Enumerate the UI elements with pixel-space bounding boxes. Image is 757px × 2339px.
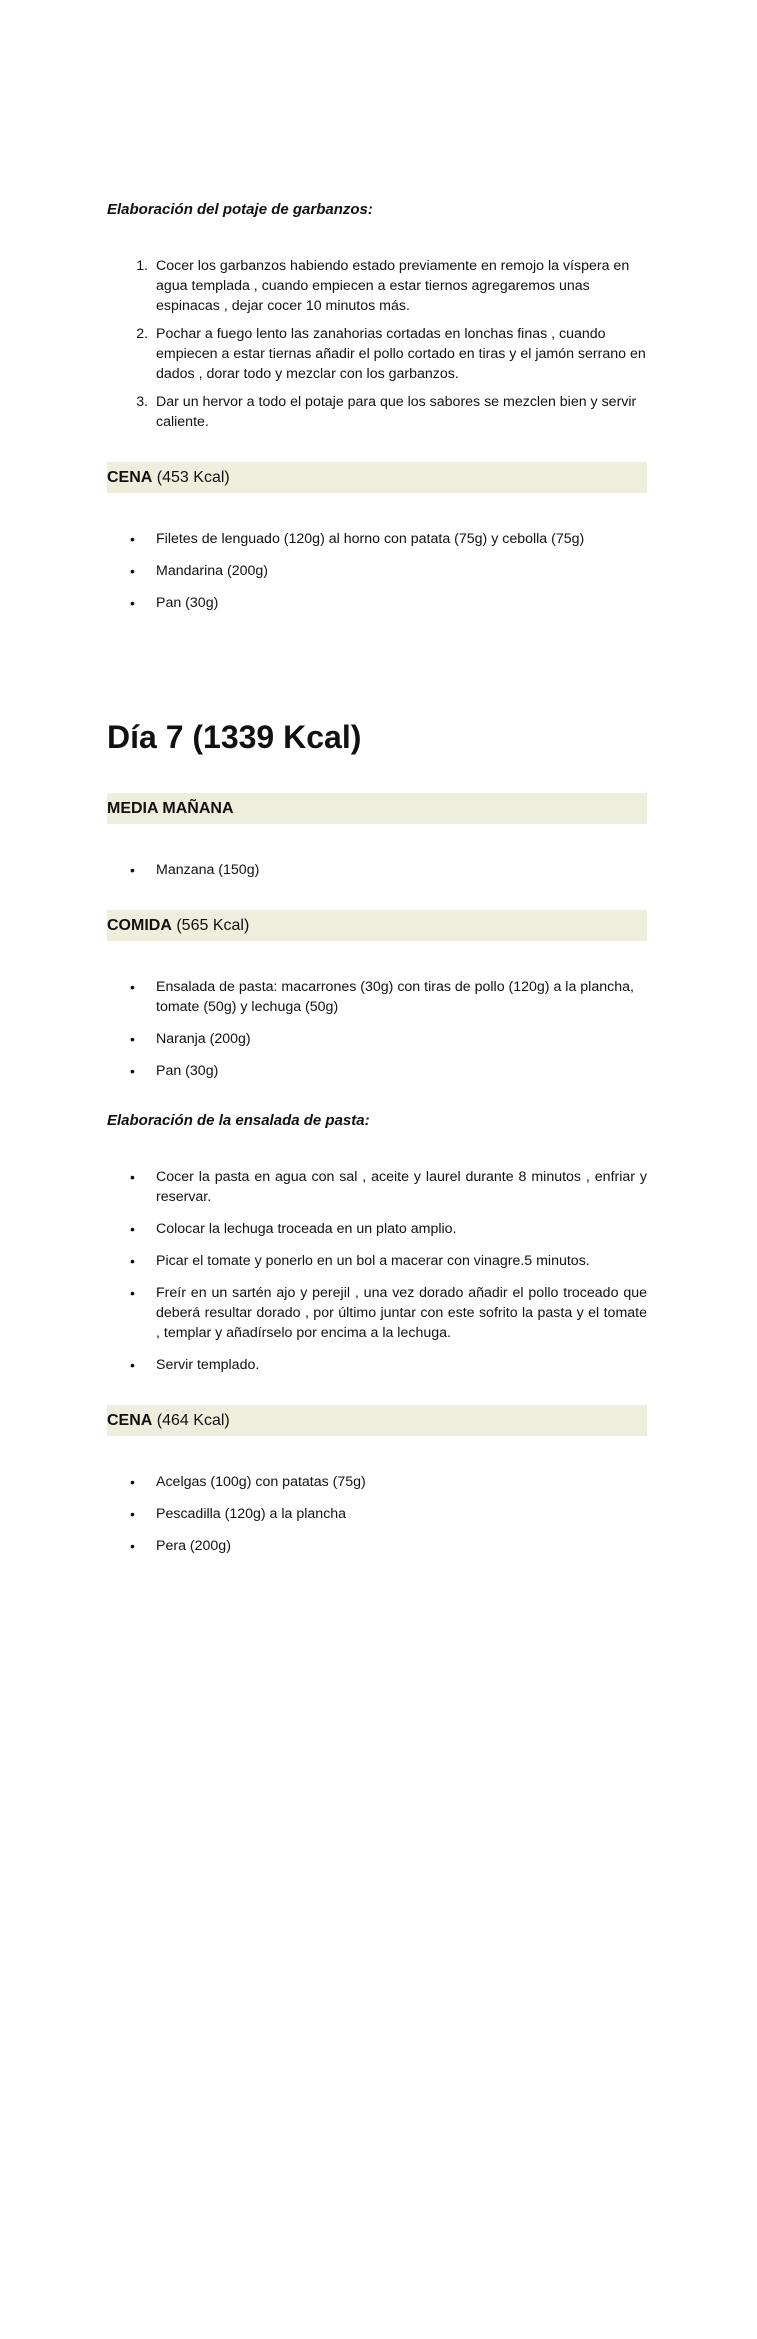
- list-item: • Freír en un sartén ajo y perejil , una vez dorado añadir el pollo troceado que deberá resultar dorado , por último juntar con este sofrito la pasta y el tomate , templar y añadírselo por encima a la lechuga.: [130, 1285, 647, 1341]
- bullet-icon: •: [130, 1538, 135, 1554]
- potaje-steps: [107, 256, 647, 432]
- list-item: • Cocer la pasta en agua con sal , aceite y laurel durante 8 minutos , enfriar y reservar.: [130, 1169, 647, 1205]
- bullet-icon: •: [130, 1285, 135, 1301]
- comida-title: COMIDA: [107, 917, 172, 934]
- cena6-title: CENA: [107, 469, 153, 486]
- bullet-icon: •: [130, 1221, 135, 1237]
- ensalada-steps: [107, 1167, 647, 1375]
- potaje-step: 1. Cocer los garbanzos habiendo estado previamente en remojo la víspera en agua templada , cuando empiecen a estar tiernos agregaremos unas espinacas , dejar cocer 10 minutos más.: [152, 256, 647, 316]
- media-manana-section-bar: [107, 793, 647, 824]
- list-item: • Naranja (200g): [130, 1031, 251, 1047]
- potaje-step: 3. Dar un hervor a todo el potaje para que los sabores se mezclen bien y servir caliente.: [152, 392, 647, 432]
- document-content: [107, 200, 647, 1586]
- ensalada-heading: Elaboración de la ensalada de pasta:: [107, 1112, 370, 1129]
- potaje-step: 2. Pochar a fuego lento las zanahorias cortadas en lonchas finas , cuando empiecen a estar tiernas añadir el pollo cortado en tiras y el jamón serrano en dados , dorar todo y mezclar con los garbanzos.: [152, 324, 647, 384]
- cena6-section-bar: [107, 462, 647, 493]
- list-item: • Manzana (150g): [130, 862, 260, 878]
- media-manana-list: [107, 860, 647, 880]
- comida-kcal: (565 Kcal): [176, 917, 250, 934]
- cena6-list: [107, 529, 647, 613]
- day7-title: Día 7 (1339 Kcal): [107, 719, 362, 755]
- bullet-icon: •: [130, 979, 135, 995]
- bullet-icon: •: [130, 1031, 135, 1047]
- list-item: • Mandarina (200g): [130, 563, 268, 579]
- comida-list: [107, 977, 647, 1081]
- bullet-icon: •: [130, 1506, 135, 1522]
- cena7-list: [107, 1472, 647, 1556]
- media-manana-title: MEDIA MAÑANA: [107, 800, 234, 817]
- list-item: • Colocar la lechuga troceada en un plato amplio.: [130, 1221, 457, 1237]
- cena6-kcal: (453 Kcal): [156, 469, 230, 486]
- bullet-icon: •: [130, 531, 135, 547]
- cena7-title: CENA: [107, 1412, 153, 1429]
- list-item: • Pan (30g): [130, 595, 219, 611]
- list-item: • Pescadilla (120g) a la plancha: [130, 1506, 347, 1522]
- bullet-icon: •: [130, 563, 135, 579]
- list-item: • Ensalada de pasta: macarrones (30g) con tiras de pollo (120g) a la plancha, tomate (50g) y lechuga (50g): [130, 979, 634, 1015]
- list-item: • Filetes de lenguado (120g) al horno con patata (75g) y cebolla (75g): [130, 531, 585, 547]
- comida-section-bar: [107, 910, 647, 941]
- bullet-icon: •: [130, 595, 135, 611]
- list-item: • Pan (30g): [130, 1063, 219, 1079]
- bullet-icon: •: [130, 1357, 135, 1373]
- bullet-icon: •: [130, 1253, 135, 1269]
- list-item: • Pera (200g): [130, 1538, 231, 1554]
- potaje-heading: Elaboración del potaje de garbanzos:: [107, 201, 373, 218]
- list-item: • Servir templado.: [130, 1357, 260, 1373]
- bullet-icon: •: [130, 1474, 135, 1490]
- bullet-icon: •: [130, 1169, 135, 1185]
- cena7-kcal: (464 Kcal): [156, 1412, 230, 1429]
- bullet-icon: •: [130, 862, 135, 878]
- list-item: • Picar el tomate y ponerlo en un bol a macerar con vinagre.5 minutos.: [130, 1253, 590, 1269]
- cena7-section-bar: [107, 1405, 647, 1436]
- bullet-icon: •: [130, 1063, 135, 1079]
- list-item: • Acelgas (100g) con patatas (75g): [130, 1474, 366, 1490]
